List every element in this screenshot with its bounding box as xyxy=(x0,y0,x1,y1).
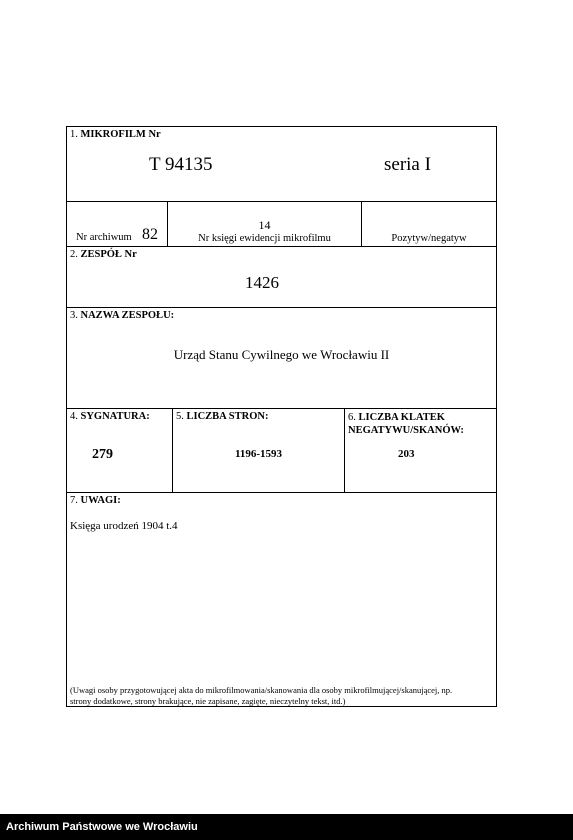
posneg-cell xyxy=(362,202,496,246)
fonds-number-title: ZESPÓŁ Nr xyxy=(80,249,137,260)
frames-label xyxy=(348,411,464,437)
section-fonds-name xyxy=(67,308,496,409)
fonds-number-value: 1426 xyxy=(245,273,279,292)
posneg-label: Pozytyw/negatyw xyxy=(391,233,467,244)
remarks-label xyxy=(70,495,121,506)
archive-footer xyxy=(0,814,573,840)
fonds-name-title: NAZWA ZESPOŁU: xyxy=(80,310,175,321)
archive-number: 82 xyxy=(142,226,158,243)
frames-title-line1: LICZBA KLATEK xyxy=(358,412,445,423)
footer-text: Archiwum Państwowe we Wrocławiu xyxy=(6,821,198,833)
frames-title-line2: NEGATYWU/SKANÓW: xyxy=(348,425,464,436)
fonds-number-label xyxy=(70,249,137,260)
frames-value: 203 xyxy=(398,448,415,460)
section-fonds-number xyxy=(67,247,496,308)
fonds-name-value: Urząd Stanu Cywilnego we Wrocławiu II xyxy=(173,347,390,362)
archive-cell xyxy=(67,202,168,246)
fonds-name-label xyxy=(70,310,174,321)
archive-label: Nr archiwum xyxy=(76,232,132,243)
signature-num: 4. xyxy=(70,411,78,422)
remarks-num: 7. xyxy=(70,495,78,506)
remarks-value: Księga urodzeń 1904 t.4 xyxy=(70,520,178,532)
frames-num: 6. xyxy=(348,412,356,423)
section-details xyxy=(67,409,496,493)
signature-value: 279 xyxy=(92,447,113,462)
microfilm-num: 1. xyxy=(70,129,78,140)
microfilm-number: T 94135 xyxy=(149,154,213,175)
pages-value: 1196-1593 xyxy=(235,448,283,460)
microfilm-label xyxy=(70,129,161,140)
frames-cell xyxy=(345,409,496,492)
microfilm-series: seria I xyxy=(384,154,431,175)
signature-title: SYGNATURA: xyxy=(80,411,150,422)
microfilm-title: MIKROFILM Nr xyxy=(80,129,161,140)
fonds-number-num: 2. xyxy=(70,249,78,260)
fonds-name-num: 3. xyxy=(70,310,78,321)
pages-cell xyxy=(173,409,345,492)
signature-cell xyxy=(67,409,173,492)
remarks-note-line2: strony dodatkowe, strony brakujące, nie zapisane, zagięte, nieczytelny tekst, itd.) xyxy=(70,696,346,706)
register-cell xyxy=(168,202,362,246)
pages-num: 5. xyxy=(176,411,184,422)
remarks-title: UWAGI: xyxy=(80,495,121,506)
pages-title: LICZBA STRON: xyxy=(186,411,269,422)
section-remarks xyxy=(67,493,496,707)
remarks-note xyxy=(70,685,495,707)
signature-label xyxy=(70,411,150,422)
section-archive-info xyxy=(67,202,496,247)
section-microfilm xyxy=(67,127,496,202)
register-label: Nr księgi ewidencji mikrofilmu xyxy=(198,233,331,244)
microfilm-form xyxy=(66,126,497,707)
pages-label xyxy=(176,411,268,422)
register-number: 14 xyxy=(258,218,271,232)
remarks-note-line1: (Uwagi osoby przygotowującej akta do mikrofilmowania/skanowania dla osoby mikrofilmującej/skanującej, np. xyxy=(70,685,453,695)
